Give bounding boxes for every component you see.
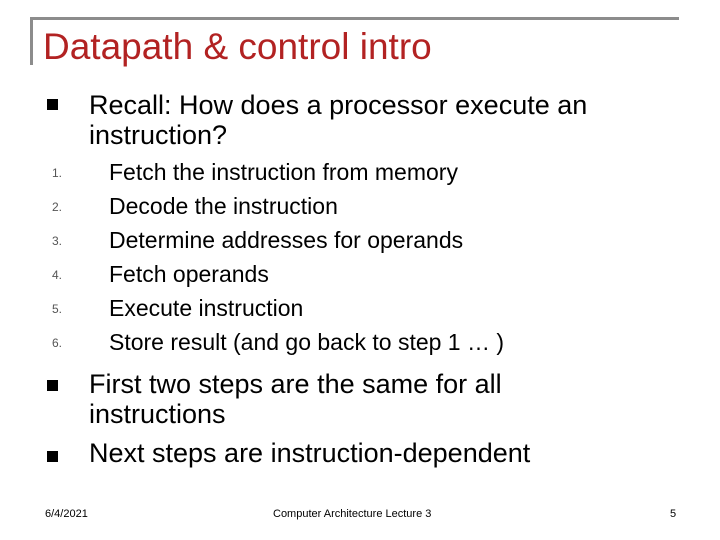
footer-course: Computer Architecture Lecture 3	[273, 508, 432, 520]
footer-date: 6/4/2021	[45, 508, 88, 520]
bullet-square-icon	[47, 99, 58, 110]
step-text: Fetch operands	[109, 261, 269, 287]
step-number: 5.	[52, 302, 63, 316]
step-number: 6.	[52, 336, 63, 350]
step-number: 2.	[52, 200, 63, 214]
step-text: Determine addresses for operands	[109, 227, 464, 253]
step-text: Decode the instruction	[109, 193, 338, 219]
step-number: 1.	[52, 166, 63, 180]
slide-title: Datapath & control intro	[43, 26, 432, 67]
title-frame-top	[30, 17, 679, 20]
step-text: Execute instruction	[109, 295, 304, 321]
title-frame-left	[30, 17, 33, 65]
step-text: Store result (and go back to step 1 … )	[109, 329, 505, 355]
bullet-square-icon	[47, 380, 58, 391]
bullet-text: Recall: How does a processor execute an	[89, 90, 588, 120]
step-text: Fetch the instruction from memory	[109, 159, 458, 185]
step-number: 4.	[52, 268, 63, 282]
bullet-square-icon	[47, 451, 58, 462]
footer-page-number: 5	[670, 508, 677, 520]
bullet-text-continued: instruction?	[89, 120, 228, 150]
step-number: 3.	[52, 234, 63, 248]
bullet-text-continued: instructions	[89, 399, 226, 429]
bullet-text: Next steps are instruction-dependent	[89, 438, 531, 468]
bullet-text: First two steps are the same for all	[89, 369, 502, 399]
